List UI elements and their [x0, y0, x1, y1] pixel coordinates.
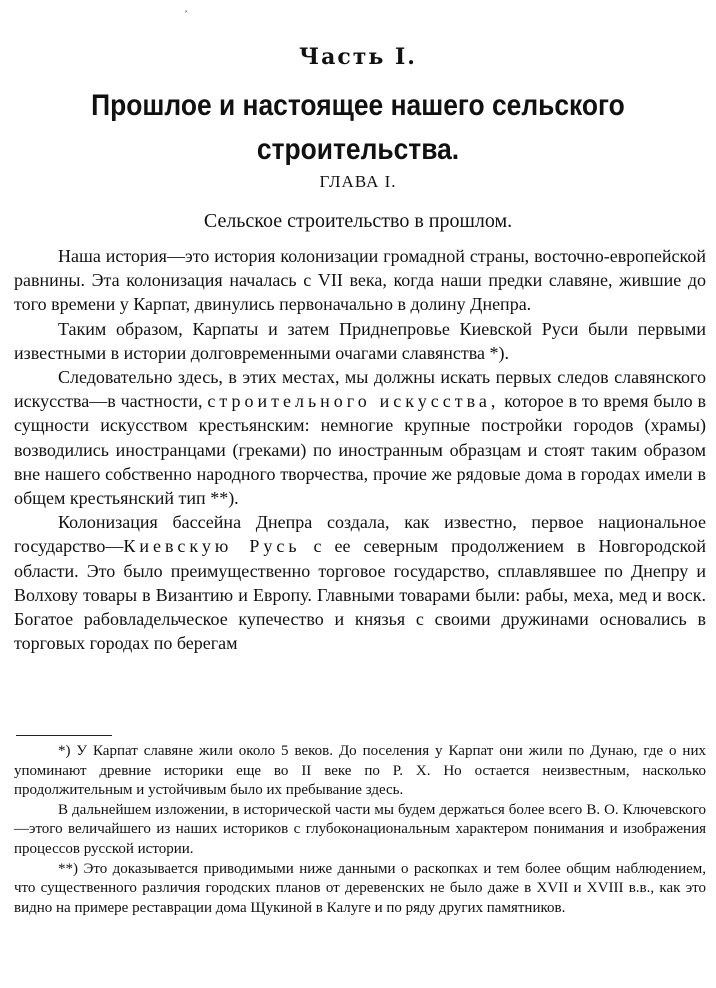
section-title: Сельское строительство в прошлом.: [203, 210, 513, 232]
footnote-1: *) У Карпат славяне жили около 5 веков. До поселения у Карпат они жили по Дунаю, где о них упоминают древние историки еще во II веке по Р. Х. Но остается неизвестным, насколько продолжительным и устойчивым было их пребывание здесь.: [14, 743, 706, 799]
paragraph-2: Таким образом, Карпаты и затем Приднепровье Киевской Руси были первыми известными в истории долговременными очагами славянства *).: [14, 318, 706, 363]
title-line-1: Прошлое и настоящее нашего сельского: [91, 89, 625, 122]
paragraph-3-end: которое в то время было в сущности искусством крестьянским: немногие крупные постройки городов (храмы) возводились иностранцами (греками) по иностранным образцам и стоят таким образом вне нашего собственно народного творчества, прочие же рядовые дома в городах имели в общем крестьянский тип **).: [14, 391, 706, 509]
page-title: [43, 84, 673, 172]
body-text: [14, 244, 706, 655]
paragraph-3-start: Следовательно здесь, в этих местах, мы должны искать первых следов славянского искусства—в частности,: [14, 367, 706, 412]
emphasis-spaced-text: строительного искусства,: [207, 391, 500, 412]
footnote-1-continuation: В дальнейшем изложении, в исторической части мы будем держаться более всего В. О. Ключевского—этого величайшего из наших историков с глубоконациональным характером понимания и изображения процессов русской истории.: [14, 801, 706, 857]
footnote-2: **) Это доказывается приводимыми ниже данными о раскопках и тем более общим наблюдением, что существенного различия городских планов от деревенских не было даже в XVII и XVIII в.в., как это видно на примере реставрации дома Щукиной в Калуге и по ряду других памятников.: [14, 860, 706, 916]
footnotes: [14, 742, 706, 918]
part-heading: Часть I.: [299, 44, 417, 70]
paragraph-4: [14, 510, 706, 655]
paragraph-4-end: с ее северным продолжением в Новгородской области. Это было преимущественно торговое государство, сплавлявшее по Днепру и Волхову товары в Византию и Европу. Главными товарами были: рабы, меха, мед и воск. Богатое рабовладельческое купечество и князья с своими дружинами основались в торговых городах по берегам: [14, 536, 706, 654]
paragraph-4-start: Колонизация бассейна Днепра создала, как известно, первое национальное государство—: [14, 512, 706, 557]
footnote-divider: [16, 735, 112, 736]
paragraph-3: [14, 365, 706, 510]
paragraph-1: Наша история—это история колонизации громадной страны, восточно-европейской равнины. Эта колонизация началась с VII века, когда наши предки славяне, жившие до того времени у Карпат, двинулись первоначально в долину Днепра.: [14, 246, 706, 315]
title-line-2: строительства.: [256, 133, 460, 166]
emphasis-spaced-text: Киевскую Русь: [123, 536, 301, 557]
chapter-heading: ГЛАВА I.: [319, 172, 397, 191]
